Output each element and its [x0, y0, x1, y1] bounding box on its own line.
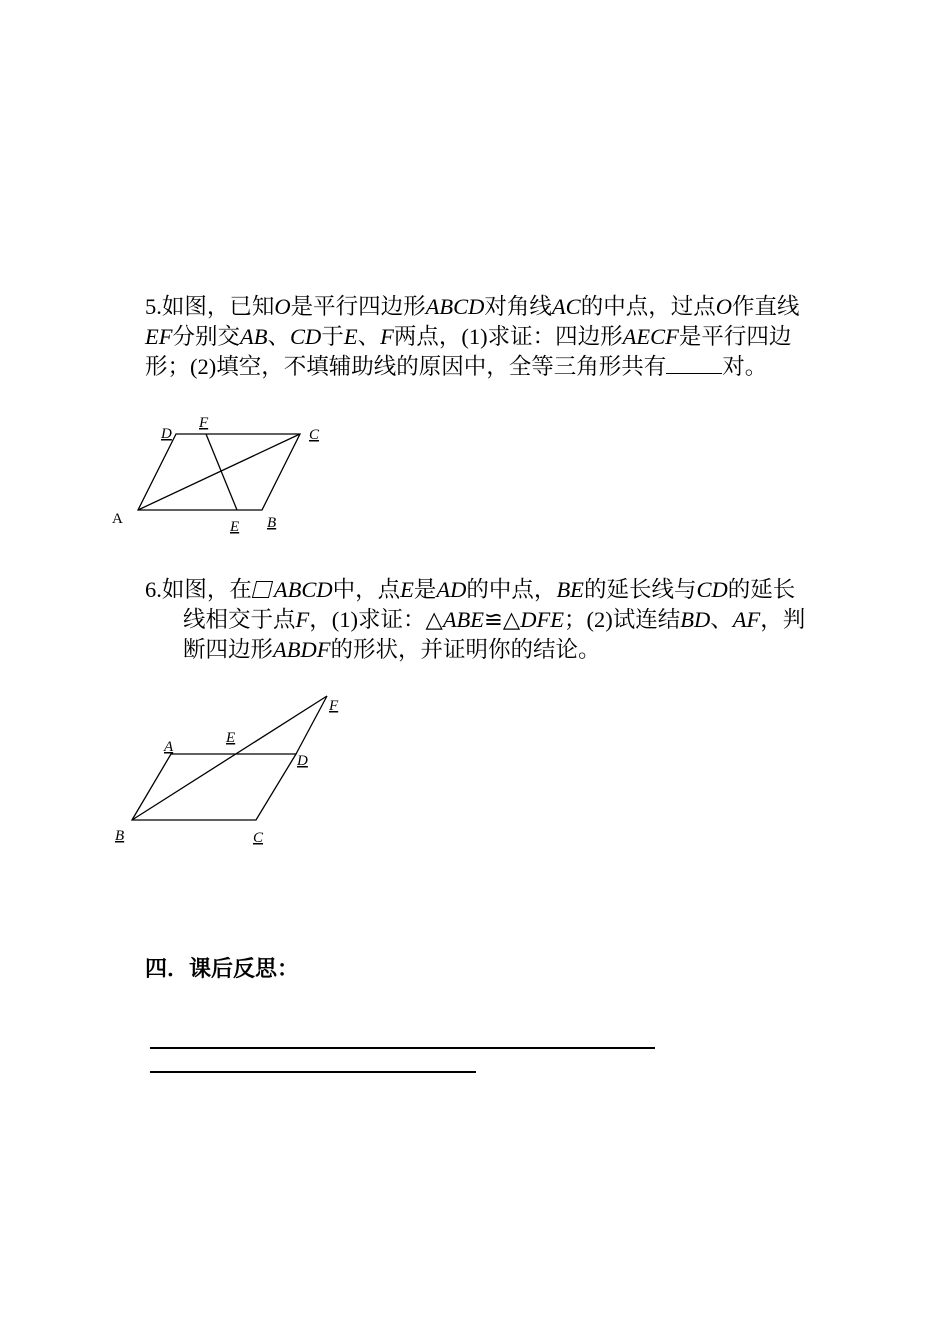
label-D: D — [161, 426, 172, 442]
label-B: B — [115, 828, 125, 844]
diagonal-ac — [138, 434, 300, 510]
answer-blank[interactable] — [666, 353, 722, 374]
problem-5-text: 5.如图，已知O是平行四边形ABCD对角线AC的中点，过点O作直线EF分别交AB、CD于E、F两点，(1)求证：四边形AECF是平行四边形；(2)填空，不填辅助线的原因中，全等三角形共有 对。 — [145, 294, 800, 379]
label-E: E — [230, 519, 240, 535]
answer-line-1[interactable] — [150, 1047, 655, 1049]
parallelogram-abcd — [132, 754, 296, 820]
label-C: C — [253, 830, 264, 846]
label-C: C — [309, 427, 320, 443]
parallelogram-symbol — [252, 581, 273, 598]
figure-6-parallelogram — [100, 690, 360, 850]
section-heading-reflection: 四．课后反思： — [145, 957, 300, 982]
label-D: D — [297, 753, 308, 769]
line-ef — [206, 434, 237, 510]
problem-6-text: 6.如图，在 ABCD中，点E是AD的中点，BE的延长线与CD的延长线相交于点F，(1)求证：△ABE≌△DFE；(2)试连结BD、AF，判断四边形ABDF的形状，并证明你的结论。 — [145, 577, 806, 662]
answer-line-2[interactable] — [150, 1071, 476, 1073]
label-A: A — [112, 511, 123, 527]
figure-5-parallelogram — [100, 412, 400, 542]
label-B: B — [267, 515, 277, 531]
label-F: F — [199, 415, 209, 431]
label-F: F — [329, 698, 339, 714]
line-df — [296, 696, 327, 754]
label-A: A — [164, 739, 174, 755]
problem-5 — [145, 292, 810, 382]
problem-6 — [145, 575, 810, 665]
label-E: E — [226, 730, 236, 746]
